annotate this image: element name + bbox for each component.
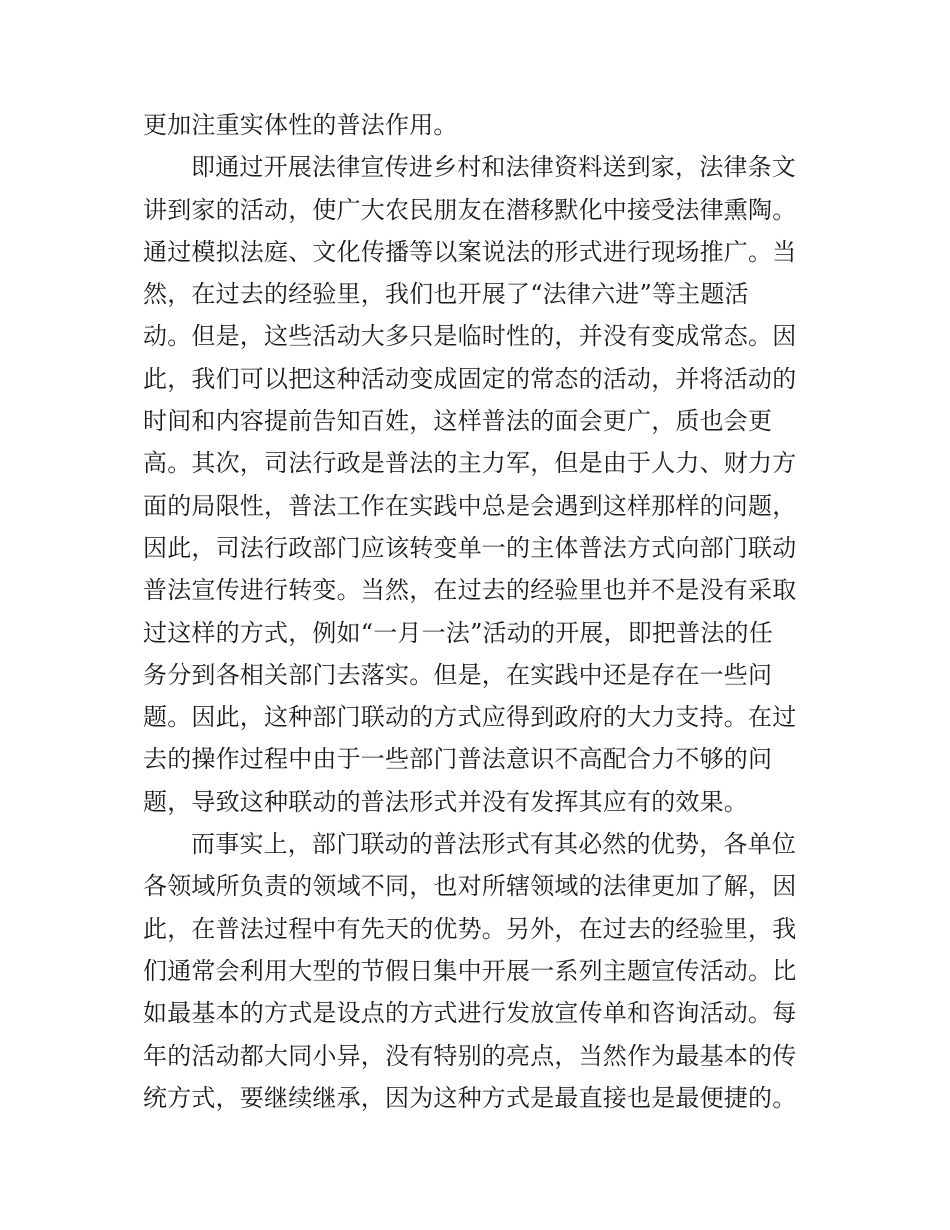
text-line: 面的局限性，普法工作在实践中总是会遇到这样那样的问题， <box>143 491 797 520</box>
text-line: 们通常会利用大型的节假日集中开展一系列主题宣传活动。比 <box>143 956 797 985</box>
text-line: 更加注重实体性的普法作用。 <box>143 111 458 139</box>
text-line: 去的操作过程中由于一些部门普法意识不高配合力不够的问 <box>143 745 773 774</box>
body-text <box>143 104 823 1119</box>
text-line: 过这样的方式，例如“一月一法”活动的开展，即把普法的任 <box>143 618 773 647</box>
text-line: 各领域所负责的领域不同，也对所辖领域的法律更加了解，因 <box>143 872 797 901</box>
text-line: 讲到家的活动，使广大农民朋友在潜移默化中接受法律熏陶。 <box>143 195 797 224</box>
paragraph-first-line: 而事实上，部门联动的普法形式有其必然的优势，各单位 <box>191 830 796 859</box>
text-line: 此，在普法过程中有先天的优势。另外，在过去的经验里，我 <box>143 914 797 943</box>
text-line: 高。其次，司法行政是普法的主力军，但是由于人力、财力方 <box>143 449 797 478</box>
text-line: 统方式，要继续继承，因为这种方式是最直接也是最便捷的。 <box>143 1083 797 1112</box>
text-line: 题，导致这种联动的普法形式并没有发挥其应有的效果。 <box>143 787 748 816</box>
text-line: 时间和内容提前告知百姓，这样普法的面会更广，质也会更 <box>143 407 773 436</box>
text-line: 此，我们可以把这种活动变成固定的常态的活动，并将活动的 <box>143 364 797 393</box>
text-line: 动。但是，这些活动大多只是临时性的，并没有变成常态。因 <box>143 322 797 351</box>
text-line: 务分到各相关部门去落实。但是，在实践中还是存在一些问 <box>143 660 773 689</box>
text-line: 年的活动都大同小异，没有特别的亮点，当然作为最基本的传 <box>143 1041 797 1070</box>
text-line: 题。因此，这种部门联动的方式应得到政府的大力支持。在过 <box>143 703 797 732</box>
text-line: 普法宣传进行转变。当然，在过去的经验里也并不是没有采取 <box>143 576 797 605</box>
text-line: 因此，司法行政部门应该转变单一的主体普法方式向部门联动 <box>143 533 797 562</box>
text-line: 如最基本的方式是设点的方式进行发放宣传单和咨询活动。每 <box>143 999 797 1028</box>
paragraph-first-line: 即通过开展法律宣传进乡村和法律资料送到家，法律条文 <box>191 153 796 182</box>
text-line: 通过模拟法庭、文化传播等以案说法的形式进行现场推广。当 <box>143 237 797 266</box>
text-line: 然，在过去的经验里，我们也开展了“法律六进”等主题活 <box>143 280 749 309</box>
